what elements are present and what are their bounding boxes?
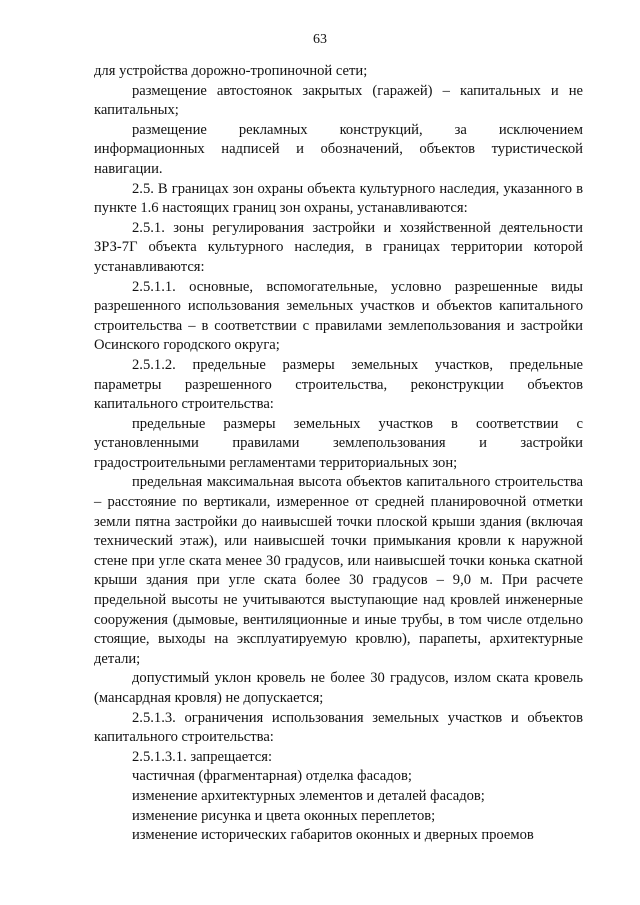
paragraph: предельная максимальная высота объектов капитального строительства – расстояние по вертикали, измеренное от средней планировочной отметки земли пятна застройки до наивысшей точки плоской крыши здания (включая технический этаж), или наивысшей точки примыкания кровли к наружной стене при угле ската менее 30 градусов, или наивысшей точки конька скатной крыши здания при угле ската более 30 градусов – 9,0 м. При расчете предельной высоты не учитываются выступающие над кровлей инженерные сооружения (дымовые, вентиляционные и иные трубы, в том числе отдельно стоящие, выходы на эксплуатируемую кровлю), парапеты, архитектурные детали; bbox=[94, 474, 583, 667]
paragraph: частичная (фрагментарная) отделка фасадов; bbox=[132, 768, 412, 785]
paragraph: 2.5. В границах зон охраны объекта культурного наследия, указанного в пункте 1.6 настоящих границ зон охраны, устанавливаются: bbox=[94, 180, 583, 217]
paragraph: для устройства дорожно-тропиночной сети; bbox=[94, 63, 368, 79]
paragraph: предельные размеры земельных участков в соответствии с установленными правилами землепользования и застройки градостроительными регламентами территориальных зон; bbox=[94, 415, 583, 471]
document-body bbox=[94, 62, 583, 846]
paragraph: 2.5.1. зоны регулирования застройки и хозяйственной деятельности ЗРЗ-7Г объекта культурного наследия, в границах территории которой устанавливаются: bbox=[94, 219, 583, 275]
paragraph: 2.5.1.3.1. запрещается: bbox=[132, 748, 273, 765]
paragraph: 2.5.1.1. основные, вспомогательные, условно разрешенные виды разрешенного использования земельных участков и объектов капитального строительства – в соответствии с правилами землепользования и застройки Осинского городского округа; bbox=[94, 278, 583, 354]
paragraph: размещение автостоянок закрытых (гаражей) – капитальных и не капитальных; bbox=[94, 82, 583, 119]
paragraph: изменение исторических габаритов оконных и дверных проемов bbox=[132, 827, 534, 844]
paragraph: 2.5.1.3. ограничения использования земельных участков и объектов капитального строительства: bbox=[94, 709, 583, 746]
paragraph: допустимый уклон кровель не более 30 градусов, излом ската кровель (мансардная кровля) не допускается; bbox=[94, 670, 583, 706]
paragraph: изменение рисунка и цвета оконных переплетов; bbox=[132, 807, 436, 824]
paragraph: 2.5.1.2. предельные размеры земельных участков, предельные параметры разрешенного строительства, реконструкции объектов капитального строительства: bbox=[94, 356, 583, 413]
page-number: 63 bbox=[313, 32, 327, 47]
paragraph: размещение рекламных конструкций, за исключением информационных надписей и обозначений, объектов туристической навигации. bbox=[94, 121, 583, 177]
paragraph: изменение архитектурных элементов и деталей фасадов; bbox=[132, 787, 485, 804]
